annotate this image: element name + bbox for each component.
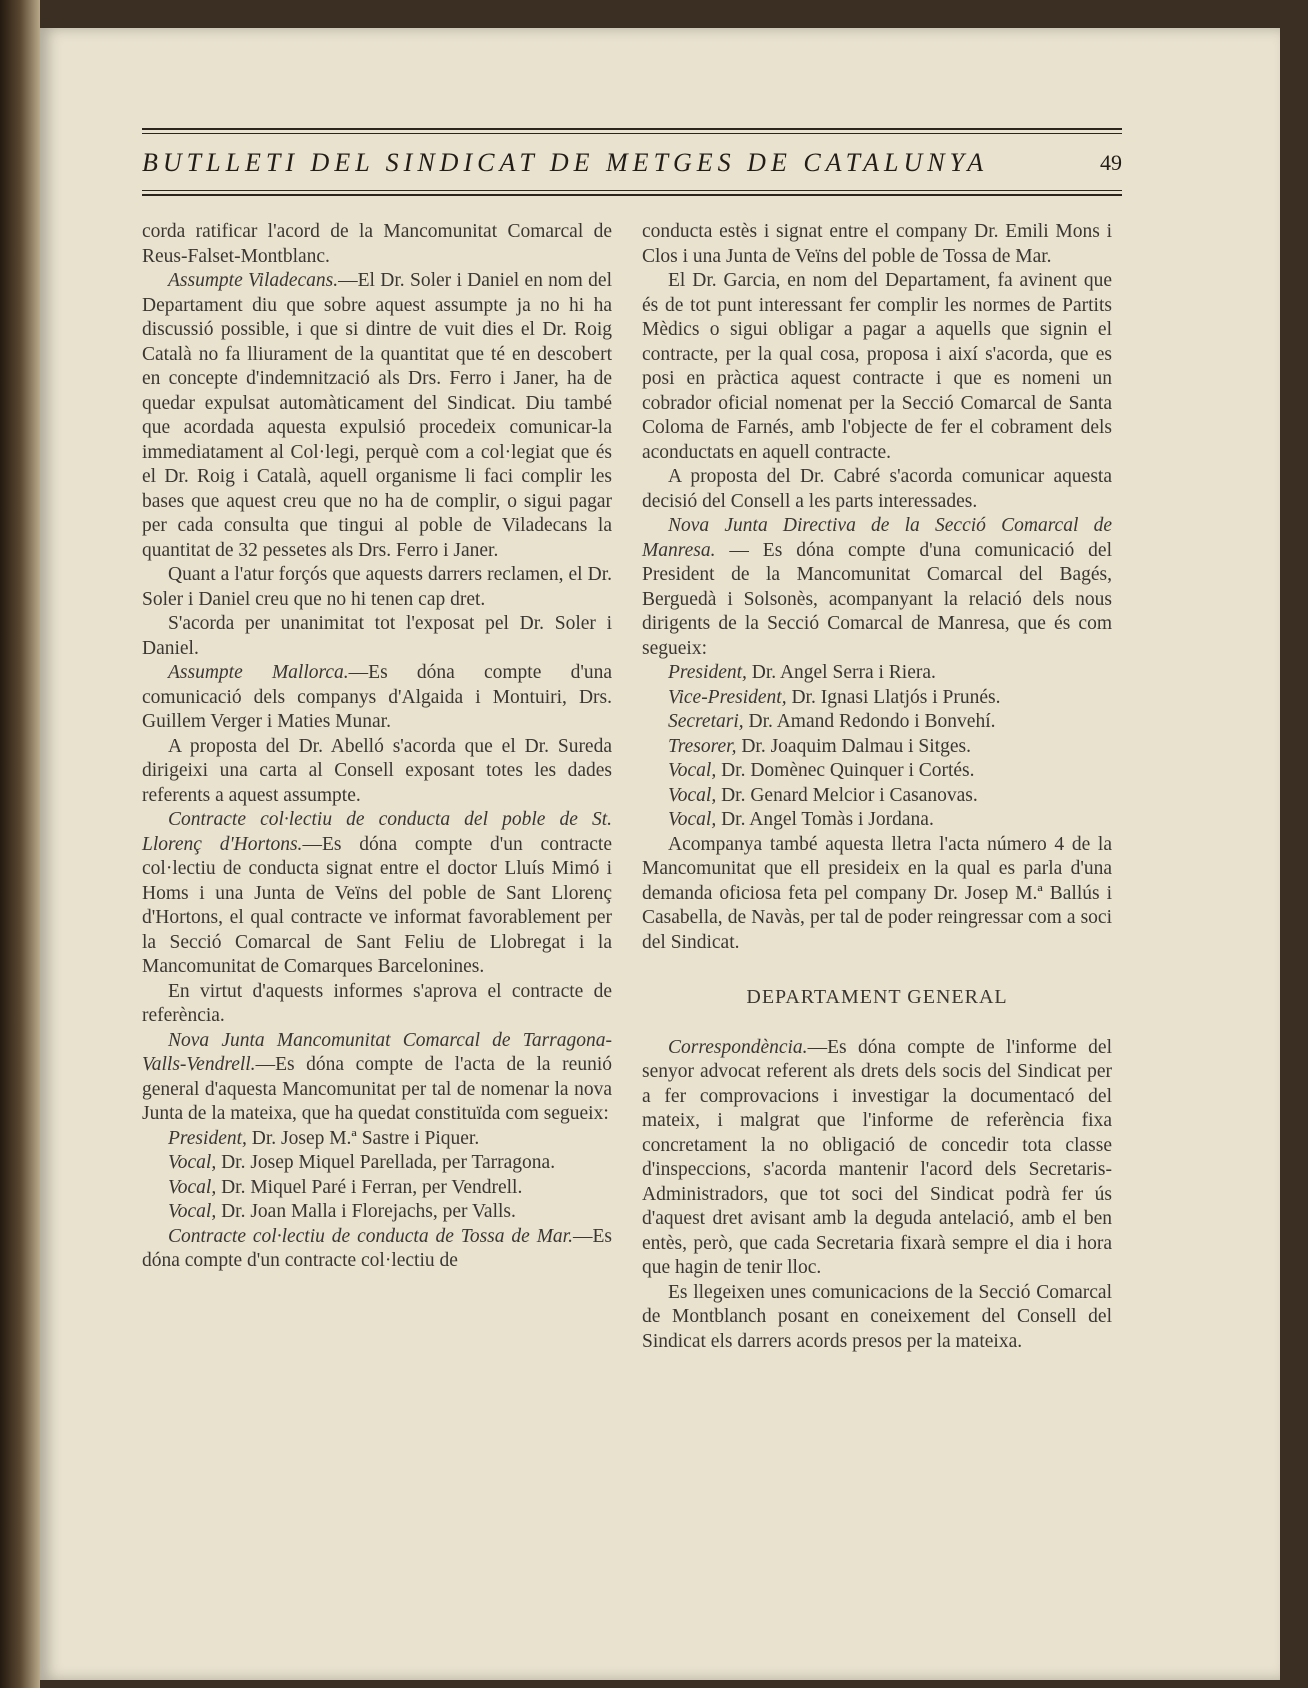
member-entry [642,710,1112,735]
paragraph-title: Nova Junta Directiva de la Secció Comarcal de Manresa. [642,515,1112,561]
paragraph: A proposta del Dr. Abelló s'acorda que el Dr. Sureda dirigeixi una carta al Consell exposant totes les dades referents a aquest assumpte. [142,735,612,806]
paragraph: Es llegeixen unes comunicacions de la Secció Comarcal de Montblanch posant en coneixement del Consell del Sindicat els darrers acords presos per la mateixa. [642,1281,1112,1352]
paragraph: Quant a l'atur forçós que aquests darrers reclamen, el Dr. Soler i Daniel creu que no hi tenen cap dret. [142,564,612,610]
member-name: Dr. Ignasi Llatjós i Prunés. [786,686,1001,708]
paragraph [142,1225,612,1274]
member-entry [642,661,1112,686]
member-role: President, [668,662,747,683]
header-rule-top [142,128,1122,130]
paragraph [142,1029,612,1127]
member-entry [142,1200,612,1225]
paragraph-body: —Es dóna compte d'una comunicació dels companys d'Algaida i Montuiri, Drs. Guillem Verger i Maties Munar. [142,662,612,732]
paragraph: A proposta del Dr. Cabré s'acorda comunicar aquesta decisió del Consell a les parts interessades. [642,466,1112,512]
paragraph: El Dr. Garcia, en nom del Departament, fa avinent que és de tot punt interessant fer complir les normes de Partits Mèdics o sigui obligar a pagar a aquells que signin el contracte, per la qual cosa, proposa i així s'acorda, que es posi en pràctica aquest contracte i que es nomeni un cobrador oficial nomenat per la Secció Comarcal de Santa Coloma de Farnés, amb l'objecte de fer el cobrament dels aconductats en aquell contracte. [642,270,1112,463]
paragraph-title: Assumpte Mallorca. [168,662,349,683]
paragraph: corda ratificar l'acord de la Mancomunitat Comarcal de Reus-Falset-Montblanc. [142,221,612,267]
paragraph: En virtut d'aquests informes s'aprova el contracte de referència. [142,980,612,1026]
paragraph [142,808,612,980]
right-column [642,220,1112,1354]
member-name: Dr. Genard Melcior i Casanovas. [716,784,978,806]
book-binding [0,0,40,1688]
paragraph-body: —Es dóna compte d'un contracte col·lectiu de conducta signat entre el doctor Lluís Mimó i Homs i una Junta de Veïns del poble de Sant Llorenç d'Hortons, el qual contracte ve informat favorablement per la Secció Comarcal de Sant Feliu de Llobregat i la Mancomunitat de Comarques Barcelonines. [142,833,613,977]
document-page [40,28,1280,1680]
paragraph-title: Contracte col·lectiu de conducta de Tossa de Mar. [168,1225,573,1247]
member-role: President, [168,1127,247,1149]
member-role: Tresorer, [668,735,737,757]
paragraph-title: Assumpte Viladecans. [168,270,339,291]
paragraph-title: Correspondència. [668,1036,808,1058]
member-name: Dr. Joaquim Dalmau i Sitges. [736,735,971,757]
header-rule-top-thin [142,133,1122,134]
paragraph: S'acorda per unanimitat tot l'exposat pel Dr. Soler i Daniel. [142,613,612,659]
paragraph-body: — Es dóna compte d'una comunicació del President de la Mancomunitat Comarcal del Bagés, Berguedà i Solsonès, acompanyant la relació dels nous dirigents de la Secció Comarcal de Manresa, que és com segueix: [642,539,1112,659]
member-role: Vocal, [668,809,717,830]
member-name: Dr. Joan Malla i Florejachs, per Valls. [216,1201,516,1222]
member-entry [642,686,1112,711]
member-role: Vocal, [168,1152,217,1173]
member-entry [642,784,1112,809]
paragraph-body: —Es dóna compte de l'acta de la reunió general d'aquesta Mancomunitat per tal de nomenar la nova Junta de la mateixa, que ha quedat constituïda com segueix: [142,1054,612,1124]
paragraph-title: Nova Junta Mancomunitat Comarcal de Tarragona-Valls-Vendrell. [142,1029,612,1075]
paragraph: Acompanya també aquesta lletra l'acta número 4 de la Mancomunitat que ell presideix en la qual es parla d'una demanda oficiosa feta pel company Dr. Josep M.ª Ballús i Casabella, de Navàs, per tal de poder reingressar com a soci del Sindicat. [642,833,1112,953]
member-name: Dr. Josep M.ª Sastre i Piquer. [246,1127,480,1149]
page-number: 49 [1100,150,1122,175]
paragraph-body: —Es dóna compte de l'informe del senyor advocat referent als drets dels socis del Sindicat per a fer comprovacions i investigar la documentacó del mateix, i malgrat que l'informe de referència fixa concretament la no obligació de concedir tota classe d'inspeccions, s'acorda mantenir l'acord dels Secretaris-Administradors, que tot soci del Sindicat podrà fer ús d'aquest dret avisant amb la deguda antelació, amb el ben entès, però, que cada Secretaria fixarà sempre el dia i hora que hagin de tenir lloc. [642,1036,1112,1278]
member-entry [142,1127,612,1152]
journal-title: BUTLLETI DEL SINDICAT DE METGES DE CATALUNYA [142,148,989,177]
header-rule-bottom [142,194,1122,196]
member-name: Dr. Amand Redondo i Bonvehí. [743,711,996,732]
paragraph-body: —Es dóna compte d'un contracte col·lectiu de [142,1225,612,1271]
header-rule-bottom-thin [142,190,1122,191]
member-entry [642,759,1112,784]
member-role: Vice-President, [668,686,787,708]
paragraph-body: —El Dr. Soler i Daniel en nom del Departament diu que sobre aquest assumpte ja no hi ha discussió possible, i que si dintre de vuit dies el Dr. Roig Català no fa lliurament de la quantitat que té en descobert en concepte d'indemnització als Drs. Ferro i Janer, ha de quedar expulsat automàticament del Sindicat. Diu també que acordada aquesta expulsió procedeix comunicar-la immediatament al Col·legi, perquè com a col·legiat que és el Dr. Roig i Català, aquell organisme li faci complir les bases que aquest creu que no ha de complir, o sigui pagar per cada consulta que tingui al poble de Viladecans la quantitat de 32 pessetes als Drs. Ferro i Janer. [142,270,612,561]
member-role: Secretari, [668,711,744,732]
member-role: Vocal, [168,1176,217,1198]
member-name: Dr. Josep Miquel Parellada, per Tarragona. [216,1152,556,1173]
member-entry [142,1176,612,1201]
member-role: Vocal, [668,784,717,806]
paragraph [142,661,612,735]
member-name: Dr. Domènec Quinquer i Cortés. [716,760,975,781]
paragraph [642,514,1112,661]
member-entry [642,735,1112,760]
paragraph: conducta estès i signat entre el company Dr. Emili Mons i Clos i una Junta de Veïns del poble de Tossa de Mar. [642,221,1112,267]
left-column [142,220,612,1274]
paragraph-title: Contracte col·lectiu de conducta del poble de St. Llorenç d'Hortons. [142,809,612,855]
paragraph [642,1036,1112,1281]
member-name: Dr. Miquel Paré i Ferran, per Vendrell. [216,1176,523,1198]
section-heading: DEPARTAMENT GENERAL [746,986,1008,1008]
member-role: Vocal, [168,1201,217,1222]
member-role: Vocal, [668,760,717,781]
member-entry [142,1151,612,1176]
paragraph [142,269,612,563]
member-entry [642,808,1112,833]
member-name: Dr. Angel Serra i Riera. [746,662,936,683]
running-header [142,141,1122,185]
member-name: Dr. Angel Tomàs i Jordana. [716,809,934,830]
